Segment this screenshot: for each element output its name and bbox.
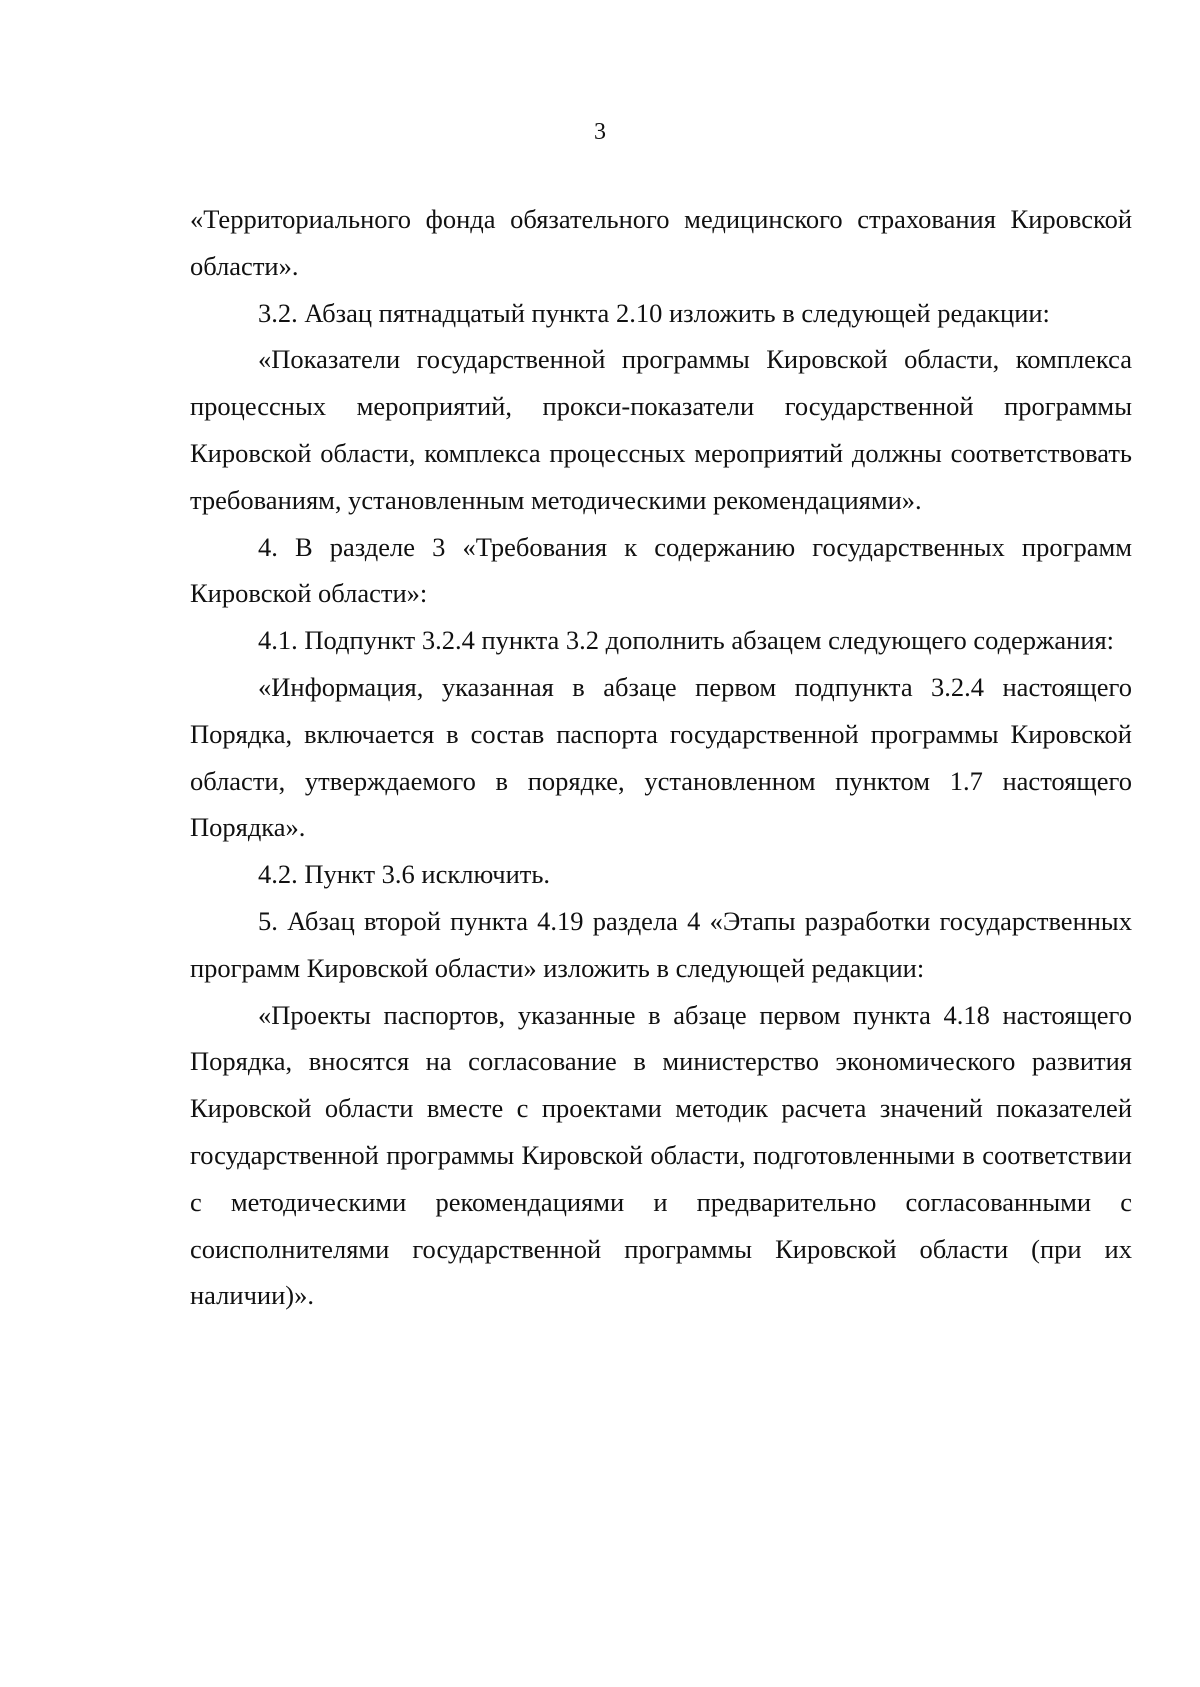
paragraph-4-2: 4.2. Пункт 3.6 исключить. [258, 859, 551, 890]
paragraph-4: 4. В разделе 3 «Требования к содержанию государственных программ Кировской области»: [190, 531, 1132, 609]
paragraph-fund-name-continuation: «Территориального фонда обязательного медицинского страхования Кировской области». [190, 204, 1132, 281]
paragraph-4-1: 4.1. Подпункт 3.2.4 пункта 3.2 дополнить абзацем следующего содержания: [258, 625, 1115, 656]
paragraph-passport-projects-quote: «Проекты паспортов, указанные в абзаце первом пункта 4.18 настоящего Порядка, вносятся на согласование в министерство экономического развития Кировской области вместе с проектами методик расчета значений показателей государственной программы Кировской области, подготовленными в соответствии с методическими рекомендациями и предварительно согласованными с соисполнителями государственной программы Кировской области (при их наличии)». [190, 999, 1132, 1311]
paragraph-5: 5. Абзац второй пункта 4.19 раздела 4 «Этапы разработки государственных программ Кировской области» изложить в следующей редакции: [190, 905, 1132, 983]
paragraph-indicators-quote: «Показатели государственной программы Кировской области, комплекса процессных мероприятий, прокси-показатели государственной программы Кировской области, комплекса процессных мероприятий должны соответствовать требованиям, установленным методическими рекомендациями». [190, 344, 1132, 515]
paragraph-3-2: 3.2. Абзац пятнадцатый пункта 2.10 изложить в следующей редакции: [258, 297, 1050, 328]
document-body [190, 196, 1132, 1319]
page-number: 3 [594, 119, 606, 145]
paragraph-information-quote: «Информация, указанная в абзаце первом подпункта 3.2.4 настоящего Порядка, включается в состав паспорта государственной программы Кировской области, утверждаемого в порядке, установленном пунктом 1.7 настоящего Порядка». [190, 671, 1132, 843]
